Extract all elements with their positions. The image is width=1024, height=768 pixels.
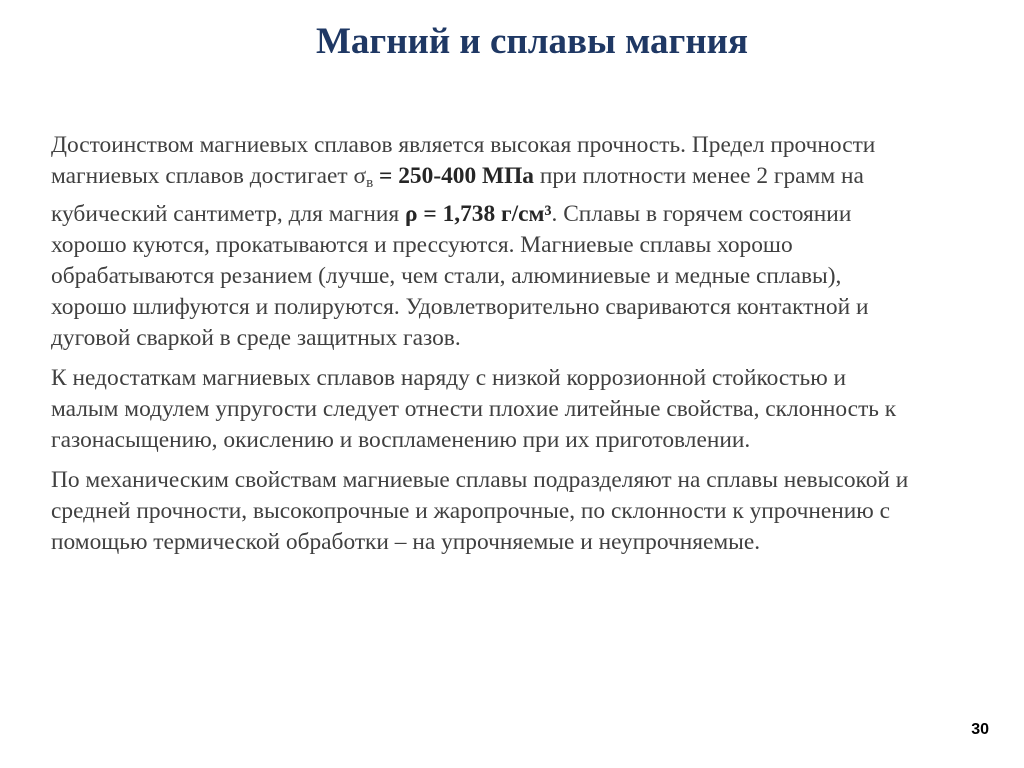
- text-line-density: [51, 199, 991, 230]
- text-line: хорошо шлифуются и полируются. Удовлетворительно свариваются контактной и: [51, 294, 869, 320]
- text-line: средней прочности, высокопрочные и жаропрочные, по склонности к упрочнению с: [51, 498, 890, 524]
- text-fragment: . Сплавы в горячем состоянии: [551, 201, 852, 227]
- slide-body: [51, 130, 991, 567]
- sigma-subscript: в: [366, 175, 374, 191]
- text-fragment: кубический сантиметр, для магния: [51, 201, 406, 227]
- text-line-strength: [51, 161, 991, 199]
- text-fragment: магниевых сплавов достигает: [51, 163, 354, 189]
- text-line: газонасыщению, окислению и воспламенению при их приготовлении.: [51, 427, 751, 453]
- text-fragment: при плотности менее 2 грамм на: [534, 163, 864, 189]
- text-line: хорошо куются, прокатываются и прессуются. Магниевые сплавы хорошо: [51, 232, 793, 258]
- paragraph-advantages: [51, 130, 991, 354]
- text-line: малым модулем упругости следует отнести плохие литейные свойства, склонность к: [51, 396, 897, 422]
- text-line: дуговой сваркой в среде защитных газов.: [51, 325, 461, 351]
- paragraph-disadvantages: [51, 363, 991, 456]
- text-line: По механическим свойствам магниевые сплавы подразделяют на сплавы невысокой и: [51, 467, 909, 493]
- density-value: ρ = 1,738 г/см³: [405, 201, 552, 227]
- text-line: Достоинством магниевых сплавов является высокая прочность. Предел прочности: [51, 132, 876, 158]
- paragraph-classification: [51, 465, 991, 558]
- page-number: 30: [971, 721, 989, 738]
- text-line: К недостаткам магниевых сплавов наряду с низкой коррозионной стойкостью и: [51, 365, 847, 391]
- strength-value: = 250-400 МПа: [373, 163, 535, 189]
- slide-title: Магний и сплавы магния: [315, 21, 749, 62]
- sigma-symbol: σ: [353, 163, 367, 189]
- text-line: помощью термической обработки – на упрочняемые и неупрочняемые.: [51, 529, 761, 555]
- text-line: обрабатываются резанием (лучше, чем стали, алюминиевые и медные сплавы),: [51, 263, 842, 289]
